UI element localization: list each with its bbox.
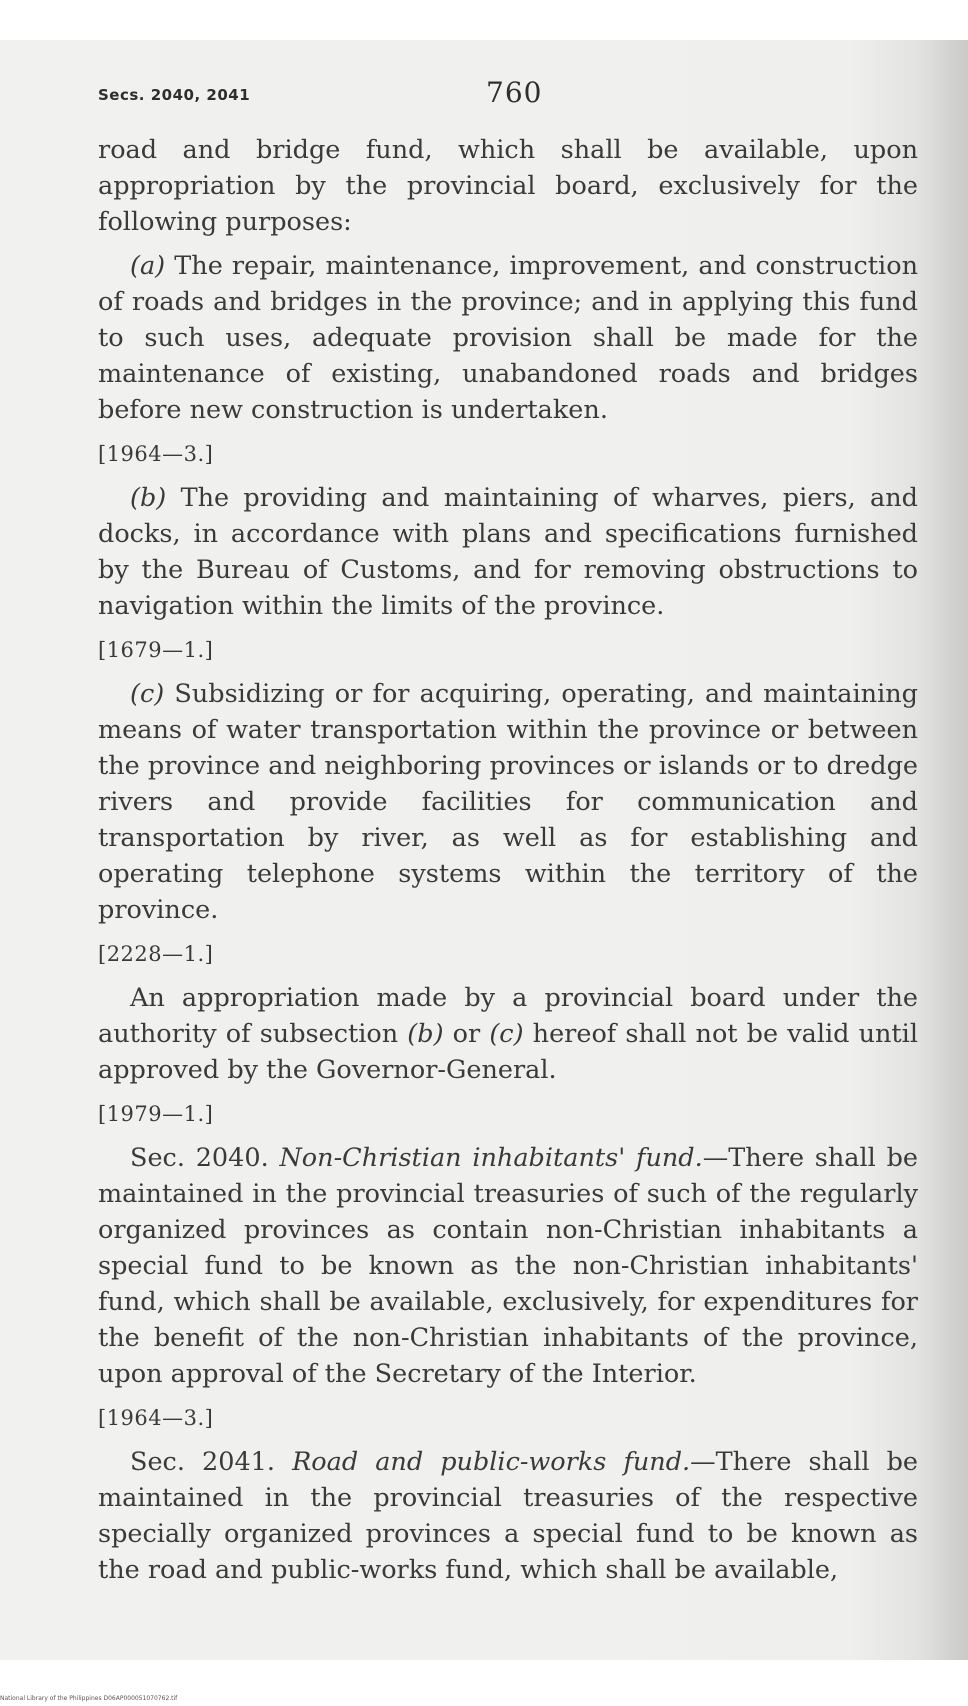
page-number: 760 bbox=[486, 76, 543, 109]
section-2040-label: Sec. 2040. bbox=[130, 1143, 269, 1173]
paragraph-c-text: Subsidizing or for acquiring, operating, and maintaining means of water transportation within the province or between the province and neighboring provinces or islands or to dredge rivers and provide facilities for communication and transportation by river, as well as for establishing and operating telephone systems within the territory of the province. bbox=[98, 679, 918, 925]
paragraph-b bbox=[98, 480, 918, 624]
citation-ref: [1964—3.] bbox=[98, 442, 214, 466]
section-2041-title: Road and public-works fund. bbox=[275, 1447, 691, 1477]
section-2040-title: Non-Christian inhabitants' fund. bbox=[268, 1143, 703, 1173]
paragraph-appropriation bbox=[98, 980, 918, 1088]
paragraph-b-text: The providing and maintaining of wharves, piers, and docks, in accordance with plans and specifications furnished by the Bureau of Customs, and for removing obstructions to navigation within the limits of the province. bbox=[98, 483, 918, 621]
citation-ref: [2228—1.] bbox=[98, 942, 214, 966]
appropriation-text-3: hereof shall not be valid until approved by the Governor-General. bbox=[98, 1019, 918, 1085]
paragraph-c bbox=[98, 676, 918, 928]
paragraph-a-text: The repair, maintenance, improvement, and construction of roads and bridges in the province; and in applying this fund to such uses, adequate provision shall be made for the maintenance of existing, unabandoned roads and bridges before new construction is undertaken. bbox=[98, 251, 918, 425]
paragraph-a bbox=[98, 248, 918, 428]
citation-ref: [1979—1.] bbox=[98, 1102, 214, 1126]
section-2040 bbox=[98, 1140, 918, 1392]
subsection-ref-c: (c) bbox=[489, 1019, 524, 1049]
section-2041-text: —There shall be maintained in the provincial treasuries of the respective specially organized provinces a special fund to be known as the road and public-works fund, which shall be available, bbox=[98, 1447, 919, 1585]
citation-ref: [1964—3.] bbox=[98, 1406, 214, 1430]
appropriation-text-2: or bbox=[443, 1019, 490, 1049]
subsection-ref-b: (b) bbox=[407, 1019, 444, 1049]
page-header bbox=[98, 76, 858, 112]
appropriation-text-1: An appropriation made by a provincial board under the authority of subsection bbox=[98, 983, 918, 1049]
subsection-letter-b: (b) bbox=[130, 483, 167, 513]
paragraph-continuation: road and bridge fund, which shall be available, upon appropriation by the provincial board, exclusively for the following purposes: bbox=[98, 135, 918, 237]
section-range-label: Secs. 2040, 2041 bbox=[98, 86, 251, 104]
subsection-letter-a: (a) bbox=[130, 251, 166, 281]
citation-ref: [1679—1.] bbox=[98, 638, 214, 662]
section-2041 bbox=[98, 1444, 918, 1588]
scan-credit: National Library of the Philippines D06AP000051070762.tif bbox=[0, 1695, 178, 1702]
subsection-letter-c: (c) bbox=[130, 679, 165, 709]
body-text bbox=[98, 132, 918, 1596]
section-2041-label: Sec. 2041. bbox=[130, 1447, 276, 1477]
section-2040-text: —There shall be maintained in the provincial treasuries of such of the regularly organized provinces as contain non-Christian inhabitants a special fund to be known as the non-Christian inhabitants' fund, which shall be available, exclusively, for expenditures for the benefit of the non-Christian inhabitants of the province, upon approval of the Secretary of the Interior. bbox=[98, 1143, 919, 1389]
